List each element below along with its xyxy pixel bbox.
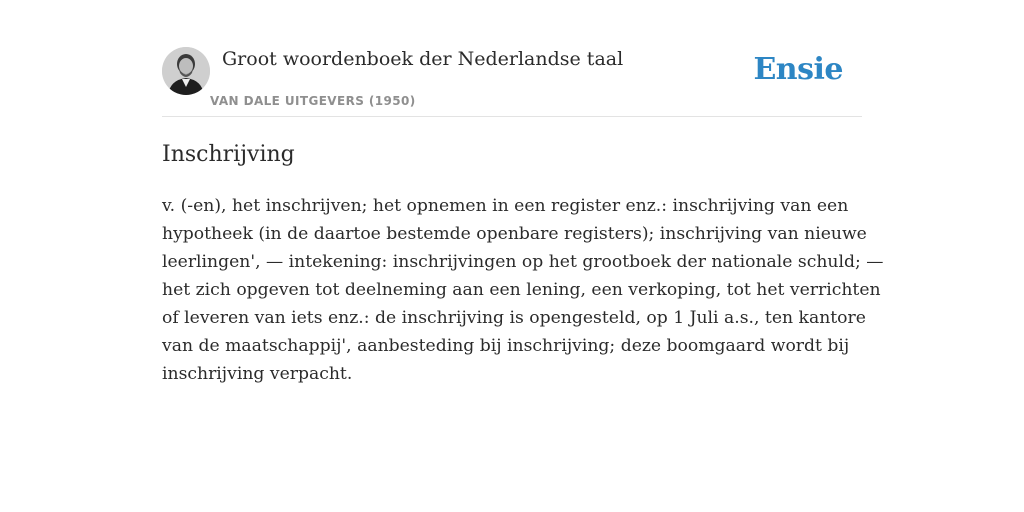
definition-line: of leveren van iets enz.: de inschrijving is opengesteld, op 1 Juli a.s., ten kantore xyxy=(162,308,866,328)
book-title[interactable]: Groot woordenboek der Nederlandse taal xyxy=(222,48,624,70)
ensie-logo-link[interactable]: Ensie xyxy=(753,52,843,87)
definition-line: v. (-en), het inschrijven; het opnemen in een register enz.: inschrijving van een xyxy=(162,196,849,216)
definition-line: leerlingen', — intekening: inschrijvingen op het grootboek der nationale schuld; — xyxy=(162,252,884,272)
definition-line: van de maatschappij', aanbesteding bij inschrijving; deze boomgaard wordt bij xyxy=(162,336,850,356)
definition-line: hypotheek (in de daartoe bestemde openbare registers); inschrijving van nieuwe xyxy=(162,224,867,244)
entry-definition xyxy=(162,192,884,388)
definition-line: inschrijving verpacht. xyxy=(162,364,353,384)
dictionary-header xyxy=(162,44,862,117)
entry-title: Inschrijving xyxy=(162,142,295,167)
definition-line: het zich opgeven tot deelneming aan een lening, een verkoping, tot het verrichten xyxy=(162,280,881,300)
publisher-label: VAN DALE UITGEVERS (1950) xyxy=(210,94,416,108)
author-portrait-icon[interactable] xyxy=(162,47,210,95)
